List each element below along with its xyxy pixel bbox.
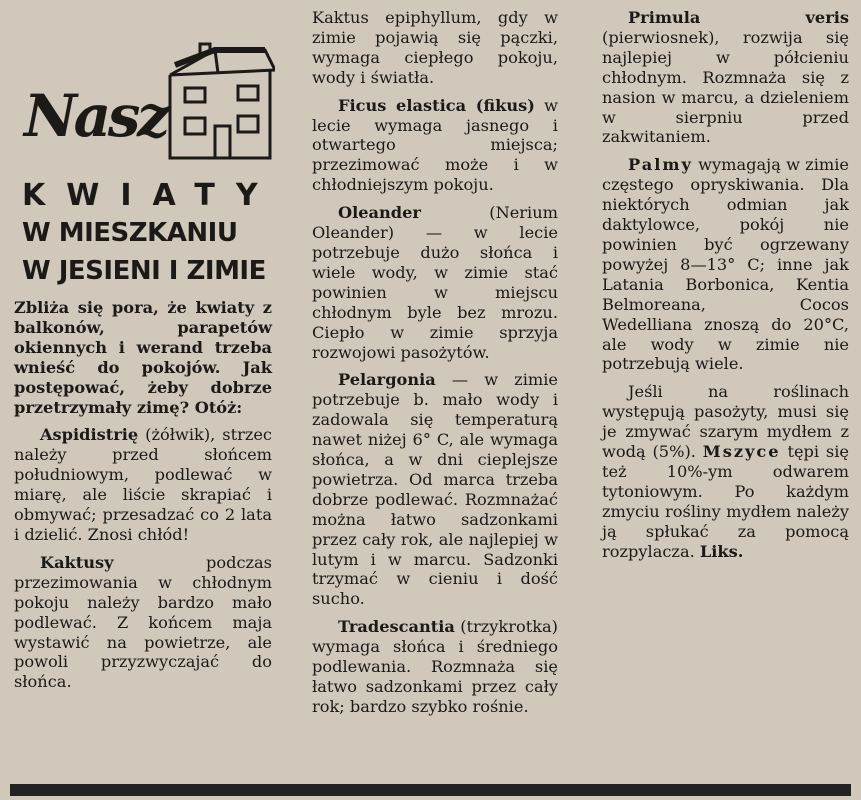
pelargonia-paragraph xyxy=(312,370,558,609)
house-logo xyxy=(20,40,275,170)
bottom-rule xyxy=(10,784,851,796)
headline-line-1: KWIATY xyxy=(22,178,279,213)
kaktus-epiphyllum-paragraph: Kaktus epiphyllum, gdy w zimie pojawią się pączki, wymaga ciepłego pokoju, wody i światła. xyxy=(312,8,558,87)
logo-text: Nasz xyxy=(24,82,170,150)
primula-paragraph xyxy=(602,8,849,147)
pelargonia-lead: Pelargonia xyxy=(338,370,436,390)
oleander-text: (Nerium Oleander) — w lecie potrzebuje dużo słońca i wiele wody, w zimie stać powinien w miejscu chłodnym byle bez mrozu. Ciepło w zimie sprzyja rozwojowi pasożytów. xyxy=(312,203,558,362)
aspidistra-lead: Aspidistrię xyxy=(40,425,139,445)
pasozyty-text: Jeśli na roślinach występują pasożyty, musi się je zmywać szarym mydłem z wodą (5%). xyxy=(602,382,849,462)
aspidistra-paragraph xyxy=(14,425,272,544)
primula-lead: Primula veris xyxy=(628,8,849,27)
intro-paragraph: Zbliża się pora, że kwiaty z balkonów, parapetów okiennych i werand trzeba wnieść do pokojów. Jak postępować, żeby dobrze przetrzymały zimę? Otóż: xyxy=(14,298,272,417)
palmy-paragraph xyxy=(602,155,849,374)
ficus-paragraph xyxy=(312,96,558,196)
pasozyty-paragraph xyxy=(602,382,849,561)
column-2 xyxy=(312,8,558,725)
column-1 xyxy=(14,298,272,700)
mszyce-lead: Mszyce xyxy=(702,442,781,462)
oleander-lead: Oleander xyxy=(338,203,421,223)
ficus-lead: Ficus elastica (fikus) xyxy=(338,95,535,115)
kaktusy-lead: Kaktusy xyxy=(40,552,114,572)
signature: Liks. xyxy=(699,541,744,561)
kaktusy-text: podczas przezimowania w chłodnym pokoju należy bardzo mało podlewać. Z końcem maja wystawić na powietrze, ale powoli przyzwyczajać do słońca. xyxy=(14,552,272,692)
tradescantia-lead: Tradescantia xyxy=(338,617,455,637)
mszyce-text: tępi się też 10%-ym odwarem tytoniowym. Po każdym zmyciu rośliny mydłem należy ją spłukać za pomocą rozpylacza. xyxy=(602,442,849,561)
kaktusy-paragraph xyxy=(14,553,272,692)
tradescantia-paragraph xyxy=(312,617,558,717)
palmy-text: wymagają w zimie częstego opryskiwania. Dla niektórych odmian jak daktylowce, pokój nie powinien być ogrzewany powyżej 8—13° C; inne jak Latania Borbonica, Kentia Belmoreana, Cocos Wedelliana znoszą do 20°C, ale wody w zimie nie potrzebują wiele. xyxy=(602,155,849,374)
headline-line-3: W JESIENI I ZIMIE xyxy=(22,256,266,286)
ficus-text: w lecie wymaga jasnego i otwartego miejsca; przezimować może i w chłodniejszym pokoju. xyxy=(312,95,558,195)
palmy-lead: Palmy xyxy=(628,155,693,175)
column-3 xyxy=(602,8,849,569)
oleander-paragraph xyxy=(312,203,558,362)
tradescantia-text: (trzykrotka) wymaga słońca i średniego podlewania. Rozmnaża się łatwo sadzonkami przez cały rok; bardzo szybko rośnie. xyxy=(312,617,558,716)
pelargonia-text: — w zimie potrzebuje b. mało wody i zadowala się temperaturą nawet niżej 6° C, ale wymaga słońca, a w dni cieplejsze powietrza. Od marca trzeba dobrze podlewać. Rozmnażać można łatwo sadzonkami przez cały rok, ale najlepiej w lutym i w marcu. Sadzonki trzymać w cieniu i dość sucho. xyxy=(312,370,558,609)
aspidistra-text: (żółwik), strzec należy przed słońcem południowym, podlewać w miarę, ale liście skrapiać i obmywać; przesadzać co 2 lata i dzielić. Znosi chłód! xyxy=(14,425,272,544)
primula-text: (pierwiosnek), rozwija się najlepiej w półcieniu chłodnym. Rozmnaża się z nasion w marcu, a dzieleniem w sierpniu przed zakwitaniem. xyxy=(602,27,849,147)
headline-line-2: W MIESZKANIU xyxy=(22,218,238,248)
